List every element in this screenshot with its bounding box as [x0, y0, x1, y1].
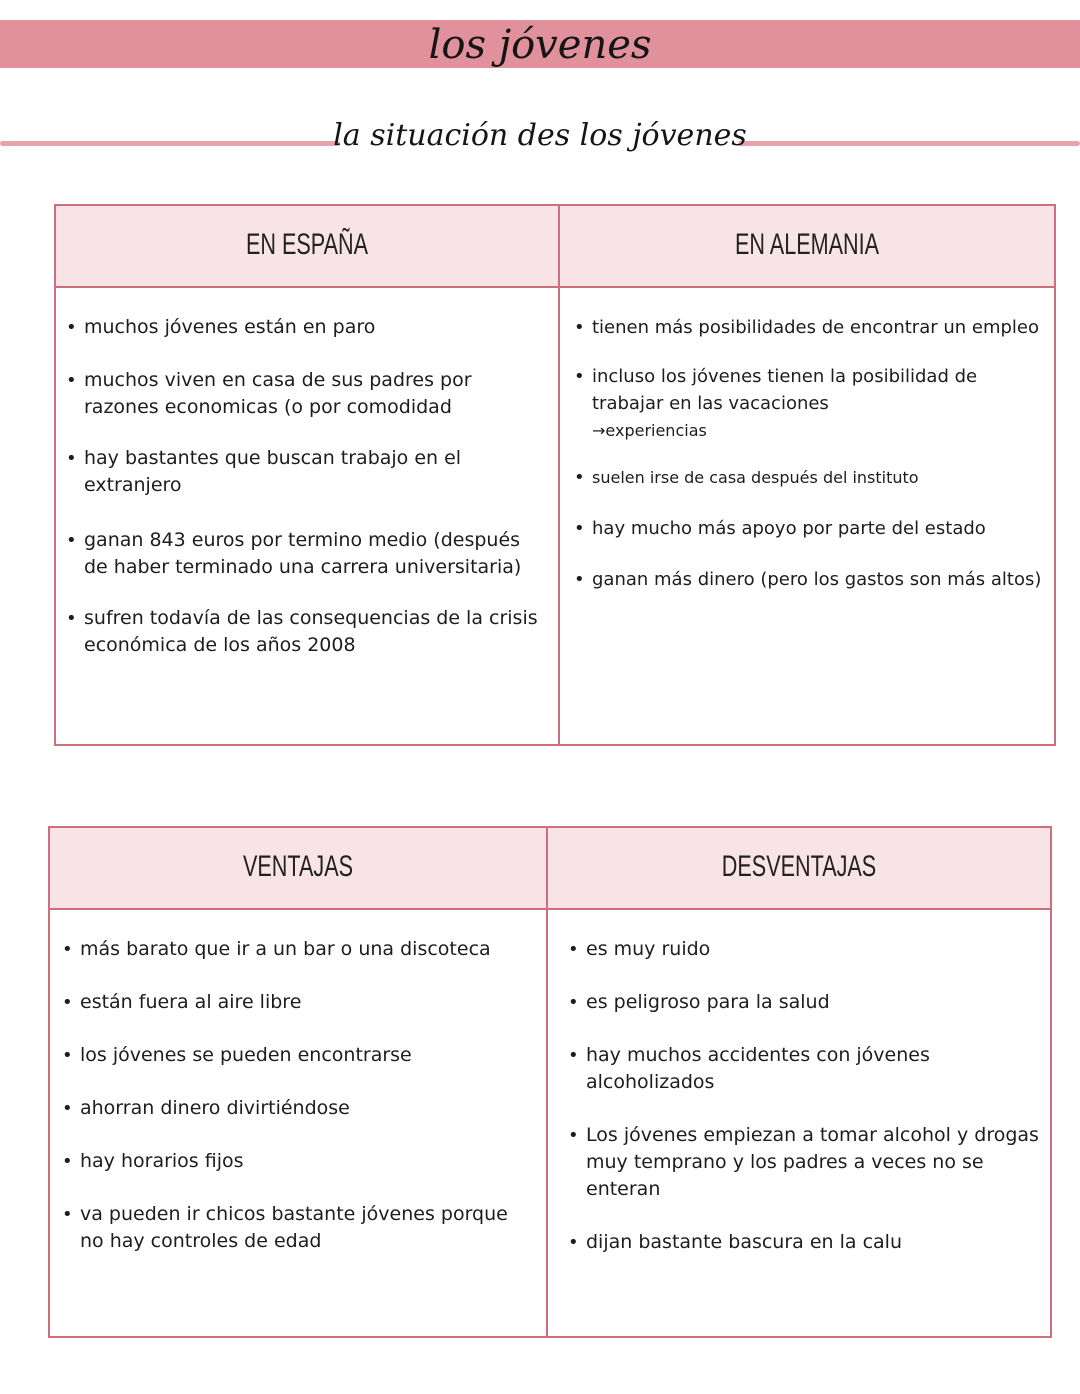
list-item: • es muy ruido [564, 936, 1044, 963]
list-item: • hay muchos accidentes con jóvenes alcoholizados [564, 1042, 1044, 1096]
section-subtitle: la situación des los jóvenes [333, 118, 747, 153]
desventajas-list [564, 936, 1044, 1256]
list-item: • hay bastantes que buscan trabajo en el extranjero [62, 445, 544, 499]
list-item [570, 363, 1050, 444]
header-en-alemania: EN ALEMANIA [734, 228, 880, 261]
comparison-table [54, 204, 1056, 746]
list-item: • Los jóvenes empiezan a tomar alcohol y drogas muy temprano y los padres a veces no se enteran [564, 1122, 1044, 1203]
pros-cons-table [48, 826, 1052, 1338]
header-en-espana: EN ESPAÑA [245, 228, 369, 261]
list-item: • ganan más dinero (pero los gastos son más altos) [570, 566, 1050, 593]
list-item: • dijan bastante bascura en la calu [564, 1229, 1044, 1256]
list-item: • los jóvenes se pueden encontrarse [58, 1042, 532, 1069]
ventajas-list [58, 936, 532, 1255]
list-item: • hay mucho más apoyo por parte del estado [570, 515, 1050, 542]
header-ventajas: VENTAJAS [242, 850, 354, 883]
column-divider [546, 828, 548, 1336]
list-item: • tienen más posibilidades de encontrar un empleo [570, 314, 1050, 341]
list-item: • están fuera al aire libre [58, 989, 532, 1016]
header-desventajas: DESVENTAJAS [721, 850, 877, 883]
list-item: • suelen irse de casa después del instituto [570, 464, 1050, 491]
list-item: • muchos jóvenes están en paro [62, 314, 544, 341]
alemania-list [570, 314, 1050, 593]
list-item: • ganan 843 euros por termino medio (después de haber terminado una carrera universitaria) [62, 527, 544, 581]
experiencias-note: →experiencias [592, 421, 707, 440]
list-item: • es peligroso para la salud [564, 989, 1044, 1016]
list-item: • muchos viven en casa de sus padres por razones economicas (o por comodidad [62, 367, 544, 421]
list-item: • va pueden ir chicos bastante jóvenes porque no hay controles de edad [58, 1201, 532, 1255]
list-item: • ahorran dinero divirtiéndose [58, 1095, 532, 1122]
page-title: los jóvenes [428, 22, 652, 68]
column-divider [558, 206, 560, 744]
list-item: • más barato que ir a un bar o una discoteca [58, 936, 532, 963]
list-item: • sufren todavía de las consequencias de la crisis económica de los años 2008 [62, 605, 544, 659]
list-item-text: incluso los jóvenes tienen la posibilidad de trabajar en las vacaciones [592, 366, 978, 414]
espana-list [62, 314, 544, 659]
list-item: • hay horarios fijos [58, 1148, 532, 1175]
